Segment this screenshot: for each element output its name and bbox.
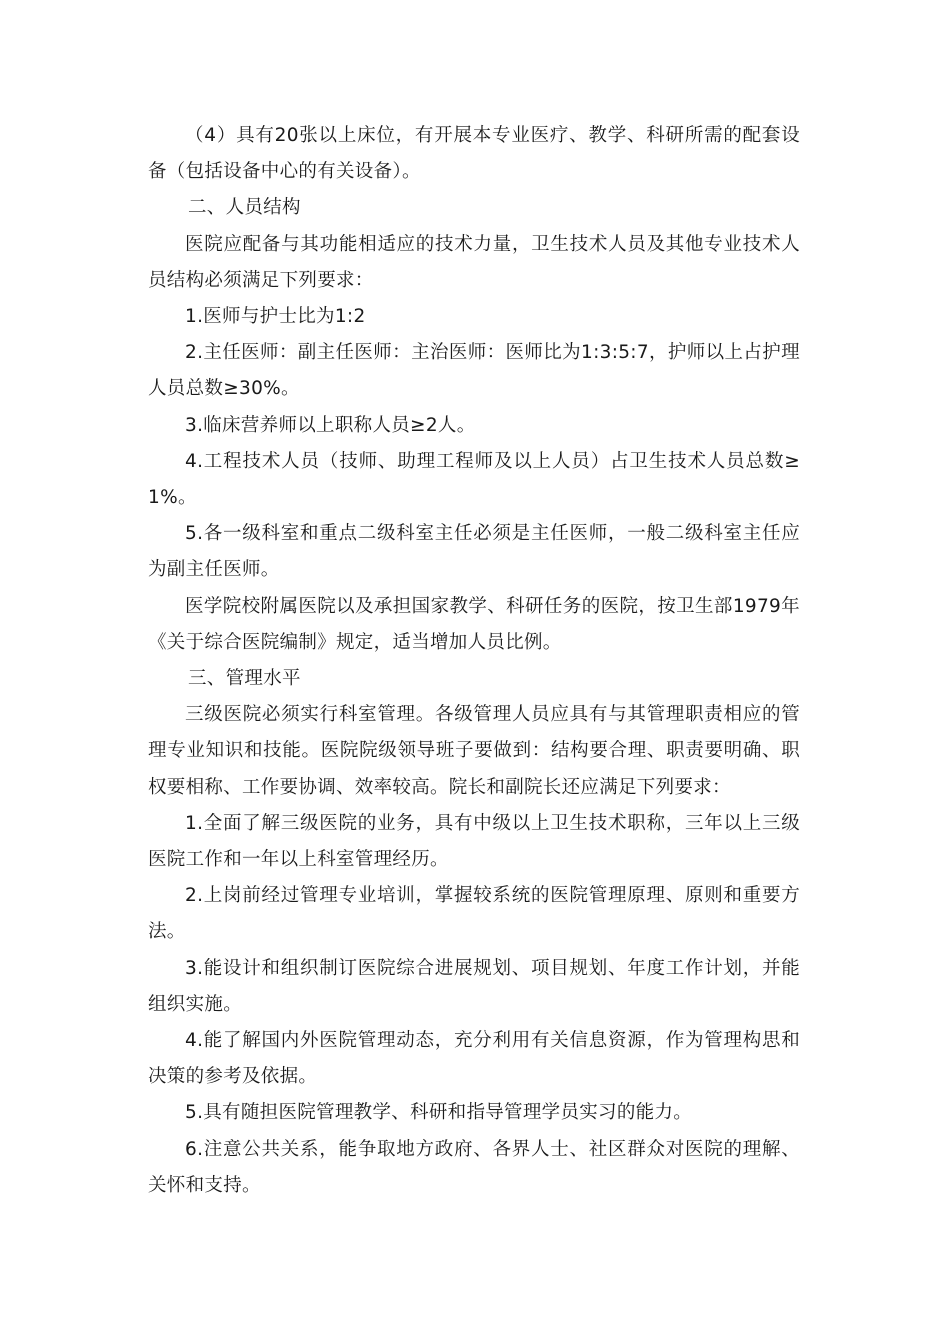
paragraph-staff-intro: 医院应配备与其功能相适应的技术力量，卫生技术人员及其他专业技术人员结构必须满足下列要求：	[148, 233, 800, 291]
list-item-management-6: 6.注意公共关系，能争取地方政府、各界人士、社区群众对医院的理解、关怀和支持。	[148, 1138, 800, 1196]
list-item-management-4: 4.能了解国内外医院管理动态，充分利用有关信息资源，作为管理构思和决策的参考及依据。	[148, 1030, 800, 1088]
list-item-management-1: 1.全面了解三级医院的业务，具有中级以上卫生技术职称，三年以上三级医院工作和一年以上科室管理经历。	[148, 812, 800, 871]
paragraph-teaching-hospitals: 医学院校附属医院以及承担国家教学、科研任务的医院，按卫生部1979年《关于综合医院编制》规定，适当增加人员比例。	[148, 595, 800, 653]
list-item-physician-ratio: 2.主任医师：副主任医师：主治医师：医师比为1:3:5:7，护师以上占护理人员总数≥30%。	[148, 342, 800, 400]
list-item-department-heads: 5.各一级科室和重点二级科室主任必须是主任医师，一般二级科室主任应为副主任医师。	[148, 523, 800, 581]
list-item-doctor-nurse-ratio: 1.医师与护士比为1:2	[185, 306, 366, 328]
section-heading-management: 三、管理水平	[188, 668, 301, 690]
list-item-nutritionist: 3.临床营养师以上职称人员≥2人。	[185, 414, 476, 436]
section-heading-staff-structure: 二、人员结构	[188, 197, 301, 219]
list-item-engineering-staff: 4.工程技术人员（技师、助理工程师及以上人员）占卫生技术人员总数≥1%。	[148, 450, 800, 509]
paragraph-beds-equipment: （4）具有20张以上床位，有开展本专业医疗、教学、科研所需的配套设备（包括设备中心的有关设备）。	[148, 125, 800, 183]
list-item-management-2: 2.上岗前经过管理专业培训，掌握较系统的医院管理原理、原则和重要方法。	[148, 885, 800, 943]
list-item-management-5: 5.具有随担医院管理教学、科研和指导管理学员实习的能力。	[185, 1102, 693, 1124]
paragraph-management-intro: 三级医院必须实行科室管理。各级管理人员应具有与其管理职责相应的管理专业知识和技能。医院院级领导班子要做到：结构要合理、职责要明确、职权要相称、工作要协调、效率较高。院长和副院长还应满足下列要求：	[148, 704, 800, 798]
list-item-management-3: 3.能设计和组织制订医院综合进展规划、项目规划、年度工作计划，并能组织实施。	[148, 957, 800, 1015]
document-body	[148, 118, 800, 1204]
